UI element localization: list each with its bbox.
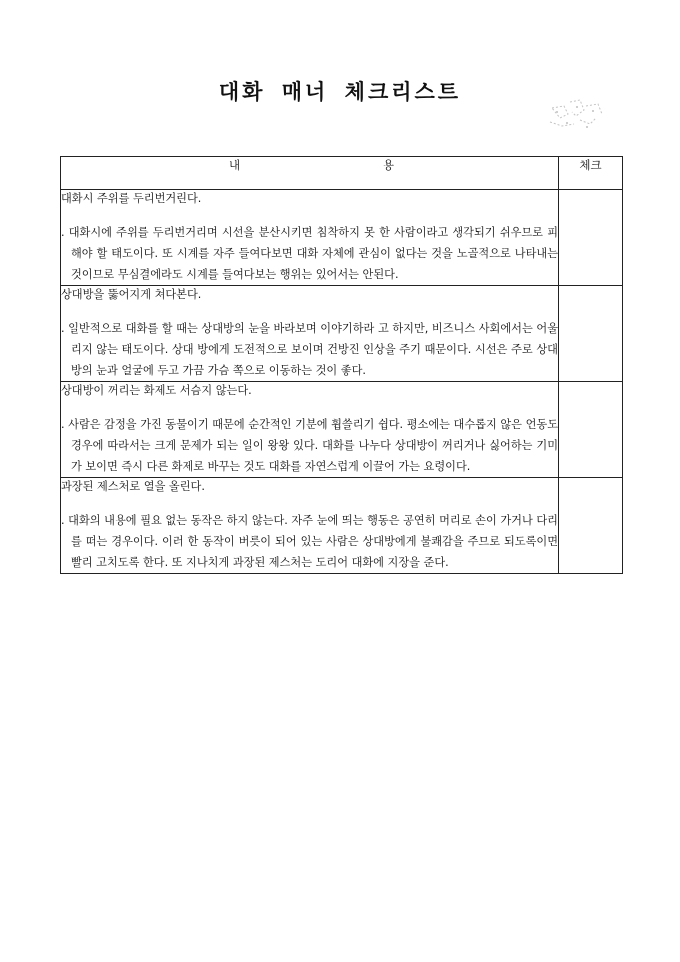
item-content xyxy=(61,190,559,286)
table-row xyxy=(61,478,623,574)
table-row xyxy=(61,382,623,478)
content-header-left: 내 xyxy=(229,158,241,172)
check-cell[interactable] xyxy=(559,478,623,574)
document-title: 대화 매너 체크리스트 xyxy=(218,79,462,104)
item-description: . 일반적으로 대화를 할 때는 상대방의 눈을 바라보며 이야기하라 고 하지만, 비즈니스 사회에서는 어울리지 않는 태도이다. 상대 방에게 도전적으로 보이며 건방진 인상을 주기 때문이다. 시선은 주로 상대방의 눈과 얼굴에 두고 가끔 가슴 쪽으로 이동하는 것이 좋다. xyxy=(61,322,558,377)
check-cell[interactable] xyxy=(559,286,623,382)
table-row xyxy=(61,286,623,382)
stamp-icon xyxy=(546,96,610,134)
item-title: 상대방을 뚫어지게 쳐다본다. xyxy=(61,288,202,301)
check-column-header: 체크 xyxy=(559,157,623,190)
item-title: 상대방이 꺼리는 화제도 서슴지 않는다. xyxy=(61,384,252,397)
item-content xyxy=(61,478,559,574)
content-header-right: 용 xyxy=(382,158,394,172)
check-cell[interactable] xyxy=(559,382,623,478)
table-row xyxy=(61,190,623,286)
item-description: . 대화의 내용에 필요 없는 동작은 하지 않는다. 자주 눈에 띄는 행동은 공연히 머리로 손이 가거나 다리를 떠는 경우이다. 이러 한 동작이 버릇이 되어 있는 사람은 상대방에게 불쾌감을 주므로 되도록이면 빨리 고치도록 한다. 또 지나치게 과장된 제스처는 도리어 대화에 지장을 준다. xyxy=(61,514,558,569)
checklist-table xyxy=(60,156,623,574)
table-header-row xyxy=(61,157,623,190)
item-description: . 대화시에 주위를 두리번거리며 시선을 분산시키면 침착하지 못 한 사람이라고 생각되기 쉬우므로 피해야 할 태도이다. 또 시계를 자주 들여다보면 대화 자체에 관심이 없다는 것을 노골적으로 나타내는 것이므로 무심결에라도 시계를 들여다보는 행위는 있어서는 안된다. xyxy=(61,226,558,281)
item-title: 대화시 주위를 두리번거린다. xyxy=(61,192,202,205)
item-content xyxy=(61,382,559,478)
content-column-header xyxy=(61,157,559,190)
item-content xyxy=(61,286,559,382)
item-title: 과장된 제스처로 열을 올린다. xyxy=(61,480,205,493)
item-description: . 사람은 감정을 가진 동물이기 때문에 순간적인 기분에 휩쓸리기 쉽다. 평소에는 대수롭지 않은 언동도 경우에 따라서는 크게 문제가 되는 일이 왕왕 있다. 대화를 나누다 상대방이 꺼리거나 싫어하는 기미가 보이면 즉시 다른 화제로 바꾸는 것도 대화를 자연스럽게 이끌어 가는 요령이다. xyxy=(61,418,558,473)
check-cell[interactable] xyxy=(559,190,623,286)
